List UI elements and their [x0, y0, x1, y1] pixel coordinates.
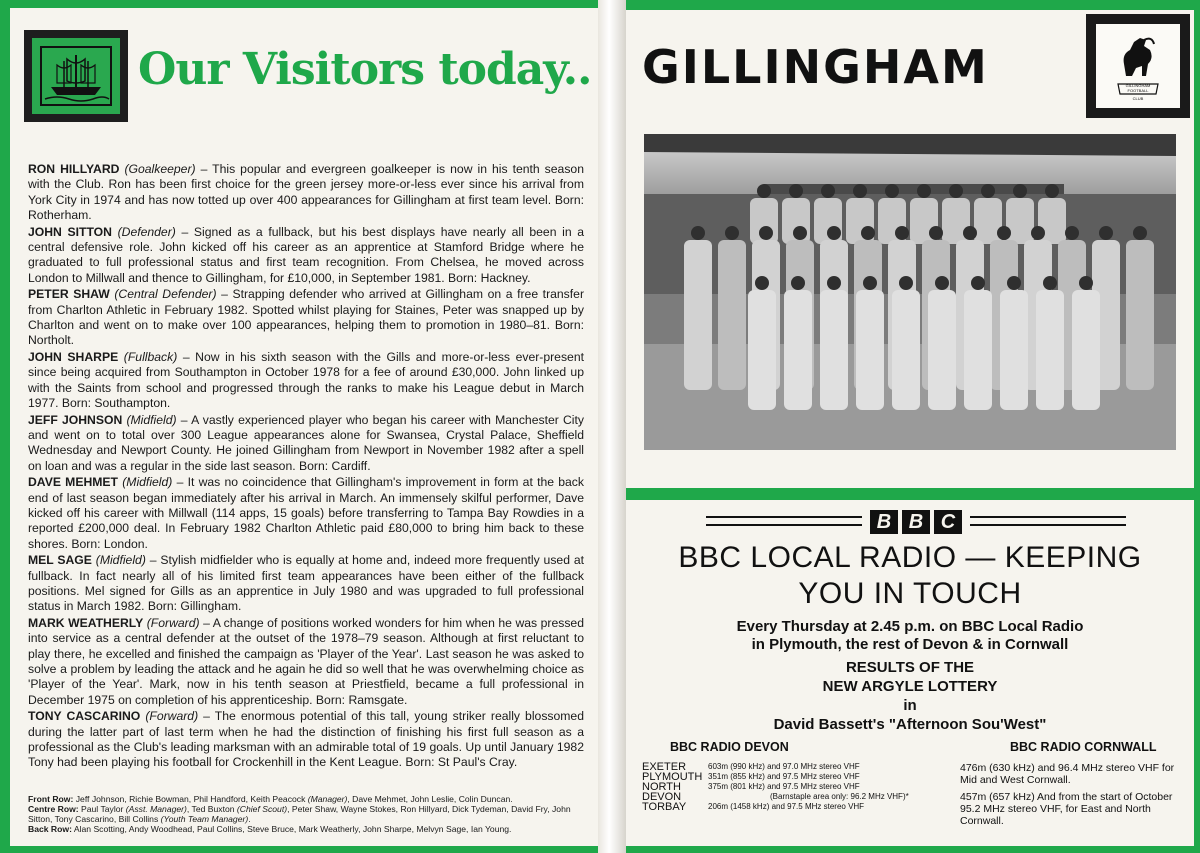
player-bio	[28, 475, 584, 551]
player-name: MARK WEATHERLY	[28, 616, 144, 631]
gillingham-badge	[1086, 14, 1190, 118]
devon-frequency: 206m (1458 kHz) and 97.5 MHz stereo VHF	[708, 802, 865, 811]
player-text: – The enormous potential of this tall, young striker really blossomed during the latter part of last term when he had the distinction of finishing his first full season as a professional as the Club's leading marksman with an admirable total of 19 goals. Up until January 1982 Tony had been playing his football for Crockenhill in the Kent League. Born: St Paul's Cray.	[28, 709, 584, 770]
player-name: JOHN SITTON	[28, 224, 112, 239]
devon-station: EXETER	[642, 761, 687, 773]
player-role: (Forward)	[145, 709, 199, 724]
horse-icon	[1096, 24, 1180, 108]
player-name: RON HILLYARD	[28, 162, 120, 176]
devon-row	[642, 802, 952, 812]
devon-row	[642, 792, 952, 802]
player-bio	[28, 225, 584, 286]
player-role: (Midfield)	[126, 412, 177, 427]
team-photo	[644, 134, 1176, 450]
page-gutter	[598, 0, 626, 853]
player-bio	[28, 350, 584, 411]
player-role: (Midfield)	[122, 475, 173, 490]
page-title: Our Visitors today..	[138, 44, 592, 95]
bbc-letter-c: C	[934, 510, 962, 534]
player-bio	[28, 709, 584, 770]
devon-frequency: 375m (801 kHz) and 97.5 MHz stereo VHF	[708, 782, 860, 791]
player-name: DAVE MEHMET	[28, 475, 118, 490]
cornwall-heading: BBC RADIO CORNWALL	[1010, 740, 1157, 754]
devon-frequency: 603m (990 kHz) and 97.0 MHz stereo VHF	[708, 762, 860, 771]
player-role: (Goalkeeper)	[124, 162, 196, 176]
player-role: (Defender)	[117, 224, 176, 239]
radio-headline	[626, 540, 1194, 612]
devon-heading: BBC RADIO DEVON	[670, 740, 789, 754]
team-photo-credits	[28, 794, 594, 834]
player-bio	[28, 413, 584, 474]
centre-row-credit: Centre Row: Paul Taylor (Asst. Manager), Ted Buxton (Chief Scout), Peter Shaw, Wayne Stokes, Ron Hillyard, Dick Tydeman, David Fry, John Sitton, Tony Cascarino, Bill Collins (Youth Team Manager).	[28, 804, 571, 824]
player-text: – Strapping defender who arrived at Gillingham on a free transfer from Charlton Athletic in February 1982. Spotted whilst playing for Staines, Peter was snapped up by Charlton and went on to make over 100 appearances, helping them to promotion in 1980–81. Born: Northolt.	[28, 287, 585, 348]
player-bio	[28, 162, 584, 223]
player-text: – Stylish midfielder who is equally at home and, indeed more frequently used at fullback. In fact nearly all of his limited first team appearances have been either of the fullback positions. Mel signed for Gills as an apprentice in July 1980 and was upgraded to full professional status in March 1982. Born: Gillingham.	[28, 553, 584, 614]
left-page	[10, 8, 598, 846]
player-name: MEL SAGE	[28, 553, 92, 568]
player-name: PETER SHAW	[28, 287, 110, 302]
headline-line-2: YOU IN TOUCH	[798, 577, 1022, 610]
devon-station: NORTH	[642, 781, 681, 793]
player-bios	[28, 162, 584, 772]
bbc-logo	[706, 510, 1126, 536]
devon-frequency: (Barnstaple area only: 96.2 MHz VHF)*	[770, 792, 909, 801]
player-text: – Now in his sixth season with the Gills and more-or-less ever-present since being acquired from Southampton in October 1978 for a fee of around £30,000. John linked up with the Saints from school and progressed through the ranks to make his League debut in March 1977. Born: Southampton.	[28, 350, 584, 410]
player-text: – A vastly experienced player who began his career with Manchester City and went on to total over 300 League appearances alone for Swansea, Crystal Palace, Sheffield Wednesday and Newport County. He joined Gillingham from Newport in November 1982 after a spell on loan and was a regular in the side last season. Born: Cardiff.	[28, 412, 584, 473]
player-text: – This popular and evergreen goalkeeper is now in his tenth season with the Club. Ron has been first choice for the green jersey more-or-less ever since his arrival from York City in 1974 and has now totted up over 400 appearances for Gillingham at first team level. Born: Rotherham.	[28, 162, 584, 222]
badge-text-2: FOOTBALL	[1127, 88, 1149, 93]
player-bio	[28, 287, 584, 348]
devon-frequency: 351m (855 kHz) and 97.5 MHz stereo VHF	[708, 772, 860, 781]
cornwall-freq-1: 476m (630 kHz) and 96.4 MHz stereo VHF for Mid and West Cornwall.	[960, 762, 1175, 786]
badge-text-3: CLUB	[1132, 96, 1144, 101]
player-role: (Fullback)	[123, 350, 178, 365]
back-row-credit: Back Row: Alan Scotting, Andy Woodhead, Paul Collins, Steve Bruce, Mark Weatherly, John Sharpe, Melvyn Sage, Ian Young.	[28, 824, 512, 834]
bbc-letter-b1: B	[870, 510, 898, 534]
right-page-top	[626, 10, 1194, 488]
club-name: GILLINGHAM	[642, 40, 989, 94]
player-text: – Signed as a fullback, but his best displays have nearly all been in a central defensive role. John kicked off his career as an apprentice at Stamford Bridge where he graduated to full professional status and first team recognition. From Chelsea, he moved across London to Millwall and thence to Gillingham, for £10,000, in September 1981. Born: Hackney.	[28, 224, 584, 285]
player-text: – A change of positions worked wonders for him when he was pressed into service as a central defender at the outset of the 1978–79 season. Although at first reluctant to play there, he excelled and finished the campaign as 'Player of the Year'. Last season he was asked to solve a problem by leading the attack and he again he did so well that he was overwhelming choice as 'Player of the Year'. Mark, now in his tenth season at Priestfield, became a full professional in December 1975 on completion of his apprenticeship. Born: Ramsgate.	[28, 616, 584, 707]
right-page-bottom	[626, 500, 1194, 846]
cornwall-freq-2: 457m (657 kHz) And from the start of October 95.2 MHz stereo VHF, for East and North Cornwall.	[960, 791, 1173, 827]
headline-line-1: BBC LOCAL RADIO — KEEPING	[678, 541, 1142, 574]
player-role: (Midfield)	[95, 553, 146, 568]
front-row-credit: Front Row: Jeff Johnson, Richie Bowman, Phil Handford, Keith Peacock (Manager), Dave Mehmet, John Leslie, Colin Duncan.	[28, 794, 513, 804]
player-role: (Forward)	[146, 616, 200, 631]
lottery-results: RESULTS OF THE NEW ARGYLE LOTTERY in David Bassett's "Afternoon Sou'West"	[773, 659, 1047, 733]
badge-text-1: GILLINGHAM	[1125, 83, 1151, 88]
player-text: – It was no coincidence that Gillingham's improvement in form at the back end of last season began immediately after his arrival in March. An immensely skilful performer, Dave kicked off his career with Millwall (114 apps, 15 goals) before transferring to Tampa Bay Rowdies in a reported £200,000 deal. In February 1982 Charlton Athletic paid £80,000 to bring him back to these shores. Born: London.	[28, 475, 584, 551]
ship-icon	[32, 38, 120, 114]
player-name: JEFF JOHNSON	[28, 412, 123, 427]
devon-row	[642, 772, 952, 782]
devon-row	[642, 782, 952, 792]
devon-station: TORBAY	[642, 801, 687, 813]
player-name: TONY CASCARINO	[28, 709, 141, 724]
devon-frequencies	[642, 762, 952, 812]
club-crest	[24, 30, 128, 122]
player-role: (Central Defender)	[114, 287, 217, 302]
devon-station: DEVON	[642, 791, 682, 803]
devon-station: PLYMOUTH	[642, 771, 703, 783]
cornwall-frequencies	[960, 762, 1192, 832]
player-bio	[28, 616, 584, 708]
bbc-letter-b2: B	[902, 510, 930, 534]
player-name: JOHN SHARPE	[28, 350, 119, 365]
broadcast-schedule: Every Thursday at 2.45 p.m. on BBC Local Radio in Plymouth, the rest of Devon & in Cornwall	[736, 618, 1084, 653]
player-bio	[28, 553, 584, 614]
